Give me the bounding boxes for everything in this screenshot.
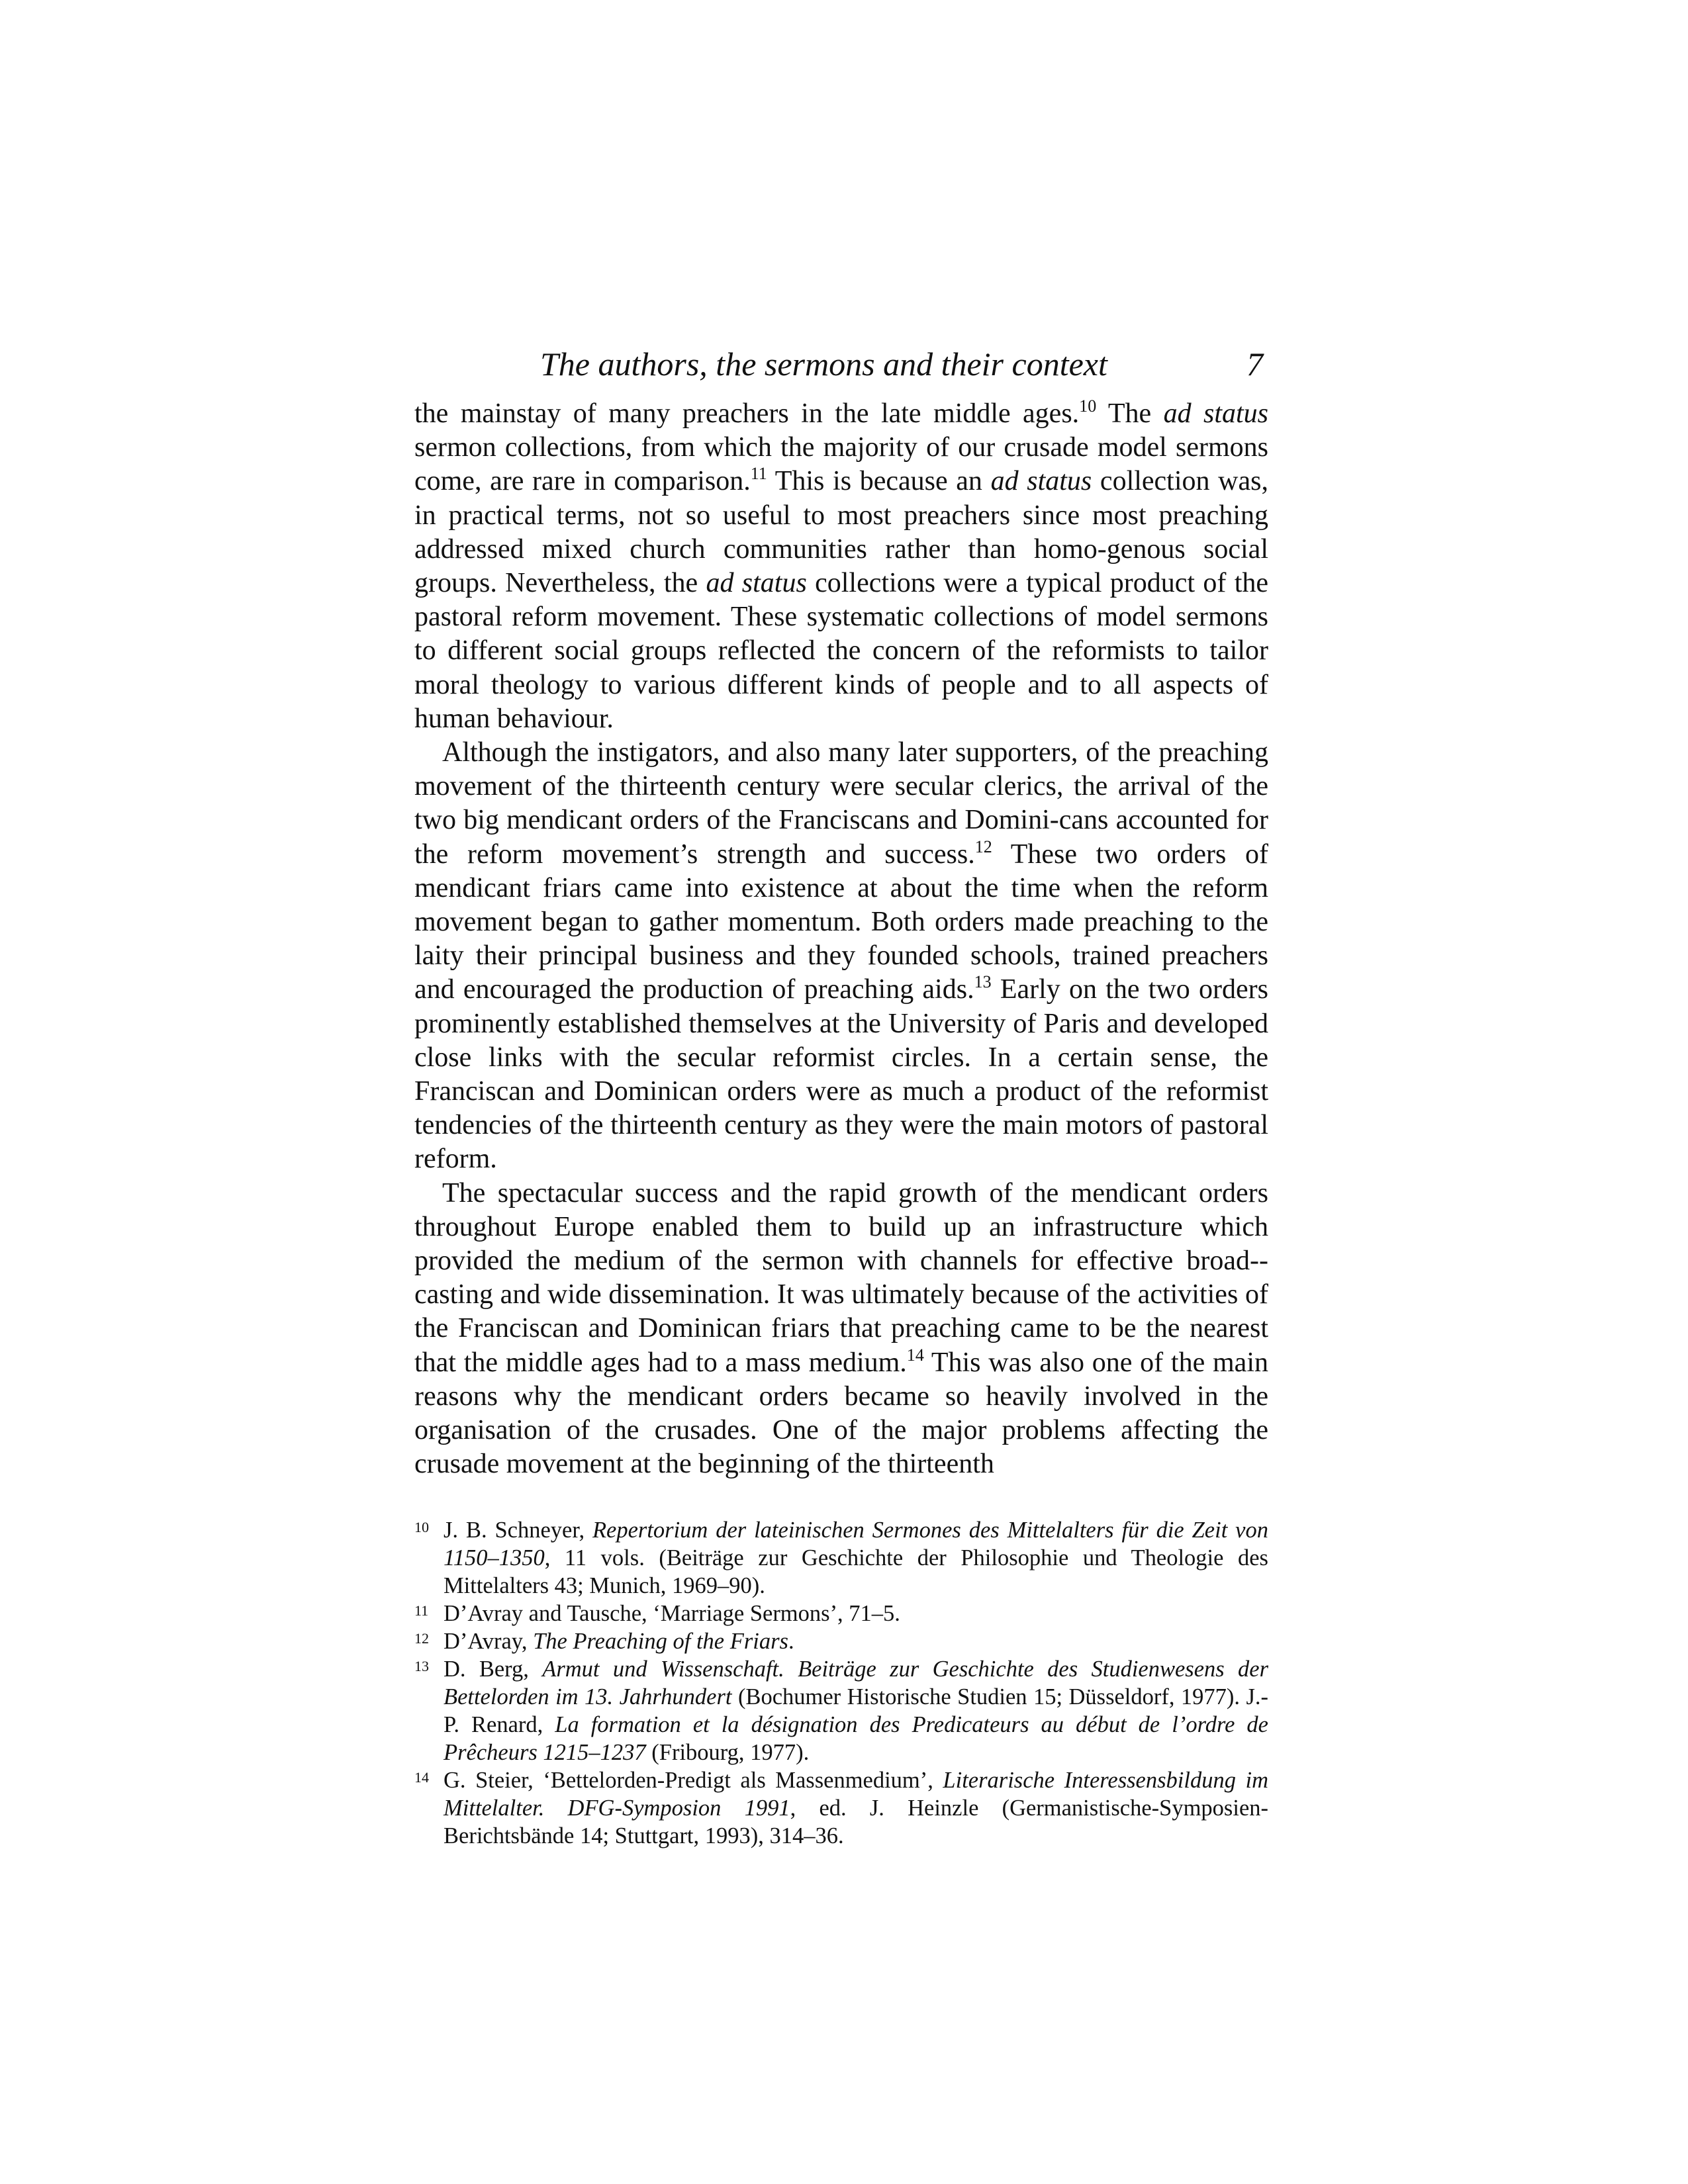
footnote-mark: 12 [414,1629,429,1647]
book-page [414,344,1268,1850]
text-run: D’Avray and Tausche, ‘Marriage Sermons’, 71–5. [444,1600,900,1626]
text-run: These two orders of mendicant friars came into existence at about the time when the reform movement began to gather momentum. Both orders made preaching to the laity their principal business and they founded schools, trained preachers and encouraged the production of preaching aids. [414,839,1268,1005]
footnote-reference: 10 [1079,396,1097,416]
text-run: , ed. J. Heinzle (Germanistische-Symposien-Berichtsbände 14; Stuttgart, 1993), 314–36. [444,1795,1268,1848]
italic-text: La formation et la désignation des Predicateurs au début de l’ordre de Prêcheurs 1215–1237 [444,1711,1268,1765]
footnote-text [444,1601,900,1626]
footnote [414,1766,1268,1850]
text-run: Although the instigators, and also many later supporters, of the preaching movement of the thirteenth century were secular clerics, the arrival of the two big mendicant orders of the Franciscans and Domini-cans accounted for the reform movement’s strength and success. [414,737,1268,870]
footnote-mark: 13 [414,1657,429,1674]
text-run: The spectacular success and the rapid growth of the mendicant orders throughout Europe enabled them to build up an infrastructure which provided the medium of the sermon with channels for effective broad-casting and wide dissemination. It was ultimately because of the activities of the Franciscan and Dominican friars that preaching came to be the nearest that the middle ages had to a mass medium. [414,1177,1268,1378]
footnote-mark: 11 [414,1602,429,1619]
footnote-mark: 14 [414,1768,429,1786]
italic-text: ad status [1163,398,1268,429]
text-run: G. Steier, ‘Bettelorden-Predigt als Massenmedium’, [444,1767,943,1793]
text-run: J. B. Schneyer, [444,1517,592,1543]
footnote-mark: 10 [414,1518,429,1535]
text-run: collections were a typical product of the pastoral reform movement. These systematic collections of model sermons to different social groups reflected the concern of the reformists to tailor moral theology to various different kinds of people and to all aspects of human behaviour. [414,568,1269,734]
footnote-reference: 11 [750,464,767,484]
text-run: , 11 vols. (Beiträge zur Geschichte der Philosophie und Theologie des Mittelalters 43; Munich, 1969–90). [444,1545,1268,1598]
text-run: (Bochumer Historische Studien 15; Düsseldorf, 1977). J.-P. Renard, [444,1684,1269,1737]
footnote-text [444,1768,1268,1848]
page-number: 7 [1246,345,1263,383]
text-run: Early on the two orders prominently established themselves at the University of Paris and developed close links with the secular reformist circles. In a certain sense, the Franciscan and Dominican orders were as much a product of the reformist tendencies of the thirteenth century as they were the main motors of pastoral reform. [414,974,1268,1175]
body-text [414,397,1268,1482]
footnote [414,1516,1268,1600]
text-run: This was also one of the main reasons why the mendicant orders became so heavily involved in the organisation of the crusades. One of the major problems affecting the crusade movement at the beginning of the thirteenth [414,1347,1268,1480]
footnotes [414,1516,1268,1850]
italic-text: Armut und Wissenschaft. Beiträge zur Geschichte des Studienwesens der Bettelorden im 13. Jahrhundert [444,1656,1269,1709]
text-run: This is because an [767,466,991,497]
running-head [414,344,1268,384]
text-run: the mainstay of many preachers in the late middle ages. [414,398,1080,429]
paragraph [414,1177,1268,1482]
text-run: D. Berg, [444,1656,543,1682]
text-run: (Fribourg, 1977). [645,1739,810,1765]
footnote-text [444,1657,1268,1765]
italic-text: The Preaching of the Friars [533,1628,788,1654]
italic-text: ad status [990,466,1092,497]
footnote-reference: 13 [974,972,992,992]
italic-text: ad status [706,568,807,599]
running-title: The authors, the sermons and their context [540,345,1107,383]
text-run: sermon collections, from which the majority of our crusade model sermons come, are rare in comparison. [414,432,1268,497]
footnote-reference: 12 [974,837,992,856]
footnote-reference: 14 [906,1345,924,1365]
paragraph [414,397,1268,736]
italic-text: Repertorium der lateinischen Sermones des Mittelalters für die Zeit von 1150–1350 [444,1517,1268,1570]
footnote-text [444,1629,794,1654]
footnote-text [444,1518,1268,1598]
text-run: . [788,1628,794,1654]
text-run: The [1096,398,1164,429]
italic-text: Literarische Interessensbildung im Mittelalter. DFG-Symposion 1991 [444,1767,1269,1821]
paragraph [414,736,1268,1177]
footnote [414,1655,1268,1766]
text-run: collection was, in practical terms, not so useful to most preachers since most preaching addressed mixed church communities rather than homo-genous social groups. Nevertheless, the [414,466,1268,599]
footnote [414,1627,1268,1655]
footnote [414,1600,1268,1627]
text-run: D’Avray, [444,1628,534,1654]
